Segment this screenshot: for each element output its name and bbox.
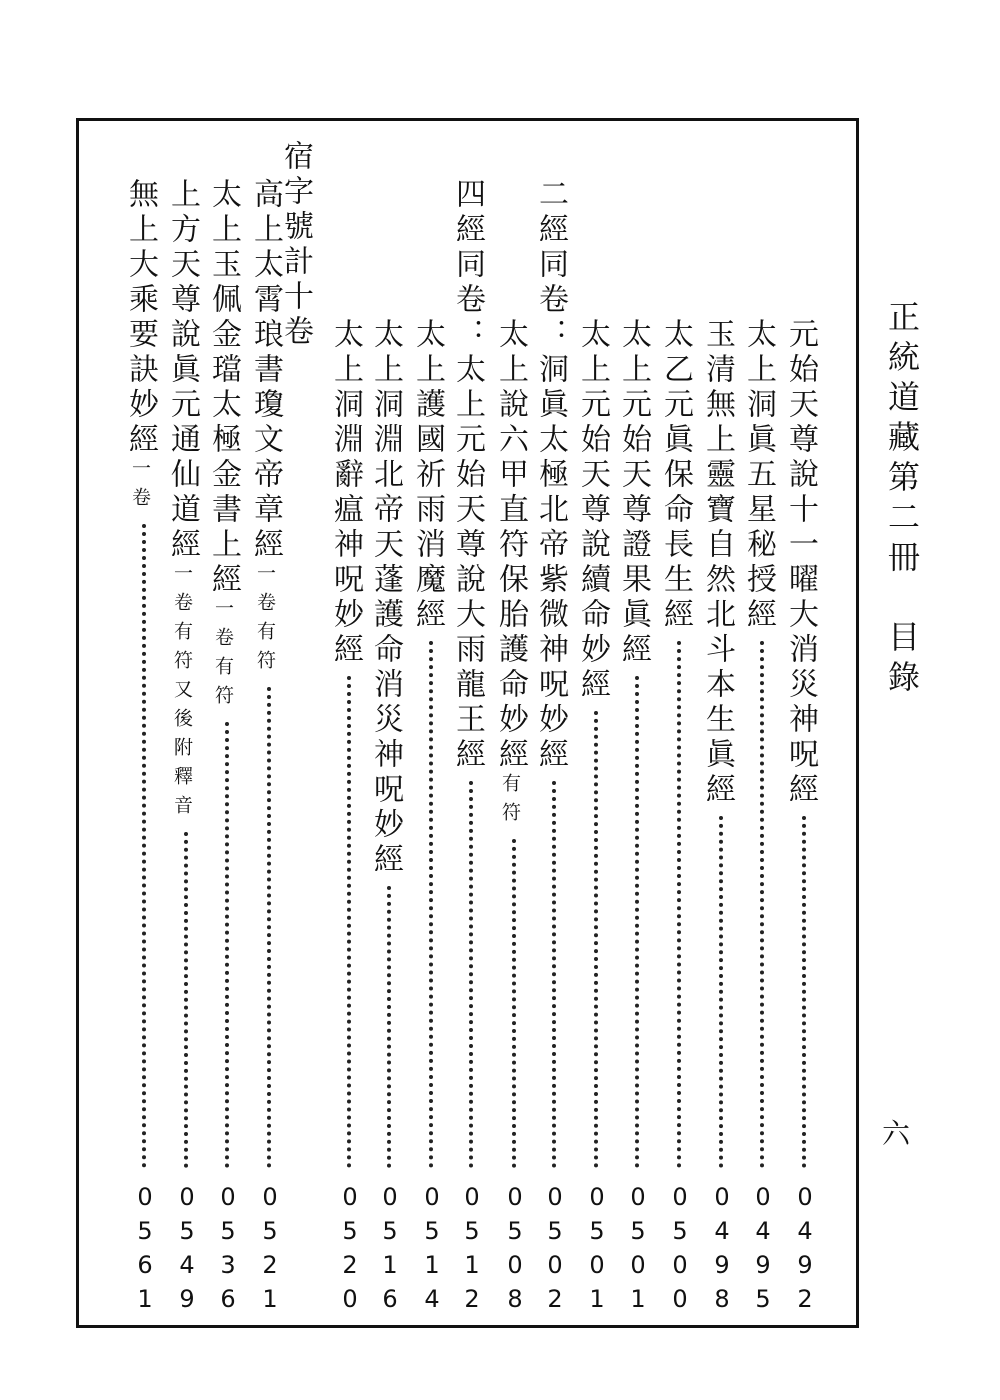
page-digit: 0: [797, 1183, 813, 1211]
page-digit: 0: [547, 1183, 563, 1211]
page-digit: 0: [137, 1183, 153, 1211]
page-digit: 5: [589, 1217, 605, 1245]
page-digit: 0: [424, 1183, 440, 1211]
page-digit: 0: [464, 1183, 480, 1211]
dot-leader: [225, 722, 229, 1168]
page-digit: 0: [714, 1183, 730, 1211]
dot-leader: [760, 641, 764, 1168]
page-digit: 0: [672, 1285, 688, 1313]
page-number: [125, 1180, 165, 1316]
toc-entry-title: [700, 318, 735, 808]
page-digit: 0: [630, 1251, 646, 1279]
page-number: [660, 1180, 700, 1316]
title-text: 太上洞淵辭瘟神呪妙經: [328, 318, 363, 668]
toc-entry-title: [123, 178, 158, 516]
page-digit: 8: [507, 1285, 523, 1313]
toc-entry: [250, 178, 290, 1320]
toc-entry-title: [493, 318, 528, 831]
title-text: 太上護國祈雨消魔經: [410, 318, 445, 633]
dot-leader: [635, 676, 639, 1168]
page-digit: 5: [137, 1217, 153, 1245]
page-number: [330, 1180, 370, 1316]
page-digit: 2: [342, 1251, 358, 1279]
page-digit: 0: [672, 1183, 688, 1211]
title-text: 元始天尊說十一曜大消災神呪經: [783, 318, 818, 808]
title-text: 太上說六甲直符保胎護命妙經: [493, 318, 528, 773]
title-text: 宿字號計十卷: [278, 140, 313, 350]
page-number: [370, 1180, 410, 1316]
page-digit: 0: [507, 1183, 523, 1211]
dot-leader: [677, 641, 681, 1168]
dot-leader: [802, 816, 806, 1168]
page-number: [167, 1180, 207, 1316]
toc-entry: [167, 178, 207, 1320]
page-digit: 2: [262, 1251, 278, 1279]
page-number: [208, 1180, 248, 1316]
toc-entry-title: [410, 318, 445, 633]
dot-leader: [387, 886, 391, 1168]
page-digit: 5: [342, 1217, 358, 1245]
page-digit: 0: [507, 1251, 523, 1279]
page-digit: 2: [464, 1285, 480, 1313]
page-digit: 9: [179, 1285, 195, 1313]
page-digit: 1: [137, 1285, 153, 1313]
page-digit: 0: [672, 1251, 688, 1279]
page-digit: 5: [424, 1217, 440, 1245]
toc-entry-title: [575, 318, 610, 703]
page-digit: 6: [220, 1285, 236, 1313]
page-digit: 5: [464, 1217, 480, 1245]
page-number: [785, 1180, 825, 1316]
title-text: 太乙元眞保命長生經: [658, 318, 693, 633]
page-number: [412, 1180, 452, 1316]
toc-entry: [535, 178, 575, 1320]
toc-entry: [660, 318, 700, 1320]
page-digit: 0: [589, 1251, 605, 1279]
toc-entry-title: [658, 318, 693, 633]
dot-leader: [429, 641, 433, 1168]
page-digit: 4: [714, 1217, 730, 1245]
dot-leader: [267, 687, 271, 1168]
page-digit: 5: [220, 1217, 236, 1245]
toc-entry-title: [741, 318, 776, 633]
toc-entry: [412, 318, 452, 1320]
toc-entry-title: [206, 178, 241, 714]
page-digit: 1: [262, 1285, 278, 1313]
page-digit: 1: [464, 1251, 480, 1279]
toc-entry-title: [450, 178, 485, 773]
page-number: [250, 1180, 290, 1316]
page-digit: 6: [382, 1285, 398, 1313]
page-digit: 2: [547, 1285, 563, 1313]
toc-entry: [577, 318, 617, 1320]
page-number: [702, 1180, 742, 1316]
title-text: 上方天尊說眞元通仙道經: [165, 178, 200, 563]
page-digit: 1: [424, 1251, 440, 1279]
toc-entry: [618, 318, 658, 1320]
toc-entry: [702, 318, 742, 1320]
page-digit: 0: [589, 1183, 605, 1211]
title-note: 一卷: [129, 458, 151, 516]
page-digit: 1: [589, 1285, 605, 1313]
title-note: 一卷有符: [212, 598, 234, 714]
page-digit: 4: [797, 1217, 813, 1245]
page-digit: 8: [714, 1285, 730, 1313]
page-number: [495, 1180, 535, 1316]
dot-leader: [719, 816, 723, 1168]
page-digit: 0: [342, 1183, 358, 1211]
page-number: [743, 1180, 783, 1316]
title-text: 無上大乘要訣妙經: [123, 178, 158, 458]
title-text: 四經同卷：太上元始天尊說大雨龍王經: [450, 178, 485, 773]
title-note: 一卷有符又後附釋音: [171, 563, 193, 824]
toc-entry-title: [783, 318, 818, 808]
folio-number: 六: [882, 1117, 911, 1150]
toc-entry: [330, 318, 370, 1320]
page-number: [452, 1180, 492, 1316]
toc-entry-title: [533, 178, 568, 773]
toc-entry: [208, 178, 248, 1320]
toc-entry: [743, 318, 783, 1320]
page-digit: 0: [342, 1285, 358, 1313]
page-digit: 0: [382, 1183, 398, 1211]
page-digit: 9: [797, 1251, 813, 1279]
dot-leader: [512, 839, 516, 1168]
toc-entry-title: [368, 318, 403, 878]
page-number: [577, 1180, 617, 1316]
page-digit: 0: [179, 1183, 195, 1211]
dot-leader: [347, 676, 351, 1168]
page-digit: 0: [262, 1183, 278, 1211]
toc-entry: [495, 318, 535, 1320]
page-digit: 5: [382, 1217, 398, 1245]
title-text: 高上太霄琅書瓊文帝章經: [248, 178, 283, 563]
dot-leader: [594, 711, 598, 1168]
dot-leader: [142, 524, 146, 1168]
page-digit: 2: [797, 1285, 813, 1313]
title-text: 太上洞眞五星秘授經: [741, 318, 776, 633]
page-digit: 5: [755, 1285, 771, 1313]
page-number: [618, 1180, 658, 1316]
toc-entry-title: [328, 318, 363, 668]
page-digit: 9: [755, 1251, 771, 1279]
page-digit: 0: [630, 1183, 646, 1211]
title-text: 太上洞淵北帝天蓬護命消災神呪妙經: [368, 318, 403, 878]
toc-entry-title: [616, 318, 651, 668]
title-text: 太上元始天尊說續命妙經: [575, 318, 610, 703]
toc-entry: [125, 178, 165, 1320]
page-digit: 1: [630, 1285, 646, 1313]
page-digit: 6: [137, 1251, 153, 1279]
toc-entry-title: [165, 178, 200, 824]
title-text: 太上玉佩金璫太極金書上經: [206, 178, 241, 598]
page-digit: 5: [179, 1217, 195, 1245]
toc-entry: [785, 318, 825, 1320]
toc-entry: [452, 178, 492, 1320]
title-text: 玉清無上靈寶自然北斗本生眞經: [700, 318, 735, 808]
page-digit: 4: [424, 1285, 440, 1313]
page-digit: 0: [220, 1183, 236, 1211]
page-digit: 9: [714, 1251, 730, 1279]
dot-leader: [552, 781, 556, 1168]
title-text: 二經同卷：洞眞太極北帝紫微神呪妙經: [533, 178, 568, 773]
title-note: 有符: [499, 773, 521, 831]
page-digit: 5: [262, 1217, 278, 1245]
page-digit: 1: [382, 1251, 398, 1279]
page-digit: 5: [507, 1217, 523, 1245]
page-digit: 4: [755, 1217, 771, 1245]
dot-leader: [469, 781, 473, 1168]
toc-entry-title: [248, 178, 283, 679]
page-digit: 5: [547, 1217, 563, 1245]
page-digit: 0: [547, 1251, 563, 1279]
dot-leader: [184, 832, 188, 1168]
page-digit: 4: [179, 1251, 195, 1279]
page-digit: 3: [220, 1251, 236, 1279]
page-digit: 5: [672, 1217, 688, 1245]
page-digit: 5: [630, 1217, 646, 1245]
page-number: [535, 1180, 575, 1316]
page-digit: 0: [755, 1183, 771, 1211]
title-text: 太上元始天尊證果眞經: [616, 318, 651, 668]
running-header: 正統道藏第二冊 目錄: [883, 300, 921, 700]
toc-entry: [370, 318, 410, 1320]
title-note: 一卷有符: [254, 563, 276, 679]
